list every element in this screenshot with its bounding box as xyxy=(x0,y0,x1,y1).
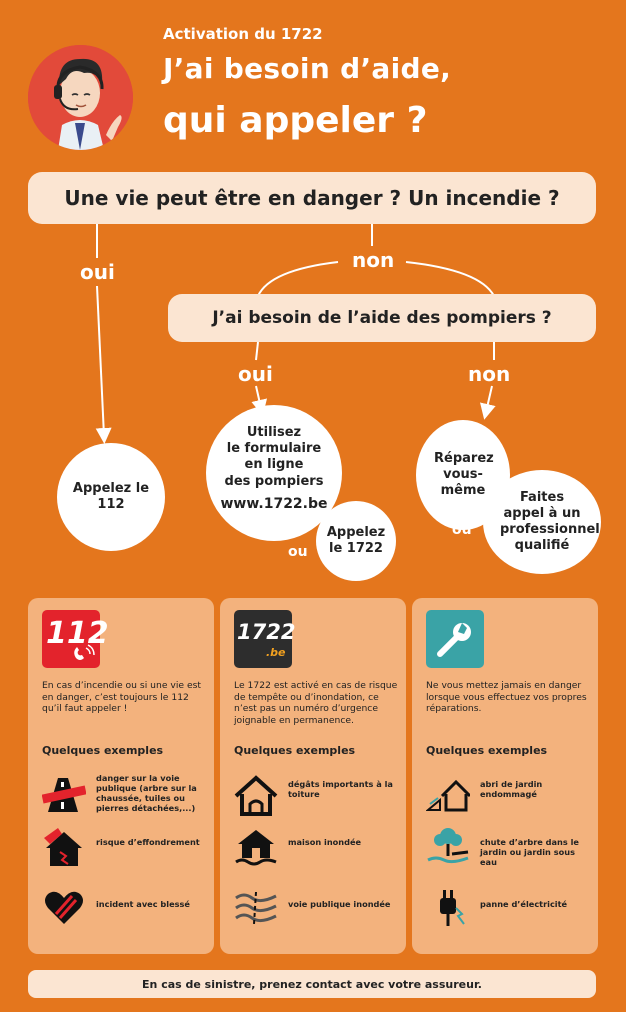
example-fallen-tree xyxy=(426,826,596,868)
heart-injury-icon xyxy=(42,886,86,928)
answer-self-text: Réparez vous-même xyxy=(434,450,494,499)
card-repair-examples-title: Quelques exemples xyxy=(426,744,548,757)
example-power-outage xyxy=(426,886,596,928)
footer-insurer-note: En cas de sinistre, prenez contact avec votre assureur. xyxy=(28,970,596,998)
example-collapse-risk xyxy=(42,826,212,868)
page-title-line2: qui appeler ? xyxy=(163,100,428,141)
example-flooded-house-text: maison inondée xyxy=(288,837,362,847)
card-112 xyxy=(28,598,214,954)
answer-form-line1: Utilisez xyxy=(246,424,302,440)
or-label-1: ou xyxy=(288,544,308,560)
garden-shed-icon xyxy=(426,774,470,816)
page-title-line1: J’ai besoin d’aide, xyxy=(163,52,452,85)
example-flooded-road-text: voie publique inondée xyxy=(288,899,391,909)
house-collapse-icon xyxy=(42,826,86,868)
phone-waves-icon xyxy=(74,644,96,664)
answer-form-url[interactable]: www.1722.be xyxy=(220,495,328,512)
answer-call-1722-text: Appelez le 1722 xyxy=(326,524,386,556)
example-shed-text: abri de jardin endommagé xyxy=(480,779,543,799)
answer-call-112 xyxy=(57,443,165,551)
example-road-danger-text: danger sur la voie publique (arbre sur la chaussée, tuiles ou pierres détachées,...) xyxy=(96,773,197,813)
card-112-description: En cas d’incendie ou si une vie est en danger, c’est toujours le 112 qu’il faut appeler ! xyxy=(42,680,201,714)
answer-form-line2: le formulaire xyxy=(226,441,322,456)
question-firefighters: J’ai besoin de l’aide des pompiers ? xyxy=(168,294,596,342)
logo-1722 xyxy=(234,610,296,668)
damaged-roof-icon xyxy=(234,774,278,816)
header-kicker: Activation du 1722 xyxy=(163,25,323,43)
or-label-2: ou xyxy=(452,522,472,538)
example-tree-text: chute d’arbre dans le jardin ou jardin sous eau xyxy=(480,837,579,867)
logo-112-text: 112 xyxy=(46,616,109,651)
logo-1722-sub: .be xyxy=(266,646,286,659)
answer-call-1722 xyxy=(316,501,396,581)
fallen-tree-icon xyxy=(426,826,470,868)
example-roof-text: dégâts importants à la toiture xyxy=(288,779,393,799)
card-1722-description: Le 1722 est activé en cas de risque de tempête ou d’inondation, ce n’est pas un numéro d’urgence joignable en permanence. xyxy=(234,680,398,726)
example-collapse-text: risque d’effondrement xyxy=(96,837,200,847)
answer-call-112-text: Appelez le 112 xyxy=(72,480,150,512)
question-danger: Une vie peut être en danger ? Un incendie ? xyxy=(28,172,596,224)
example-flooded-house xyxy=(234,826,404,868)
logo-1722-text: 1722 xyxy=(237,620,296,644)
card-self-repair xyxy=(412,598,598,954)
power-plug-icon xyxy=(426,886,470,928)
label-no-1: non xyxy=(352,248,395,272)
card-1722-examples-title: Quelques exemples xyxy=(234,744,356,757)
answer-form-line3: en ligne xyxy=(244,457,304,473)
card-112-examples-title: Quelques exemples xyxy=(42,744,164,757)
logo-repair xyxy=(426,610,484,668)
answer-form-line4: des pompiers xyxy=(224,473,324,489)
flooded-house-icon xyxy=(234,826,278,868)
flooded-road-icon xyxy=(234,886,278,928)
label-no-2: non xyxy=(468,362,511,386)
example-power-text: panne d’électricité xyxy=(480,899,568,909)
card-repair-description: Ne vous mettez jamais en danger lorsque vous effectuez vos propres réparations. xyxy=(426,680,587,714)
example-flooded-road xyxy=(234,886,404,928)
answer-call-professional xyxy=(483,470,601,574)
example-garden-shed xyxy=(426,774,596,816)
answer-pro-text: Faites appel à un professionnel qualifié xyxy=(500,489,600,554)
example-roof-damage xyxy=(234,774,404,816)
example-road-danger xyxy=(42,774,212,816)
card-1722 xyxy=(220,598,406,954)
logo-112 xyxy=(42,610,109,668)
example-injury xyxy=(42,886,212,928)
label-yes-2: oui xyxy=(238,362,273,386)
wrench-icon xyxy=(434,618,476,660)
road-barrier-icon xyxy=(42,774,86,816)
example-injury-text: incident avec blessé xyxy=(96,899,190,909)
label-yes-1: oui xyxy=(80,260,115,284)
